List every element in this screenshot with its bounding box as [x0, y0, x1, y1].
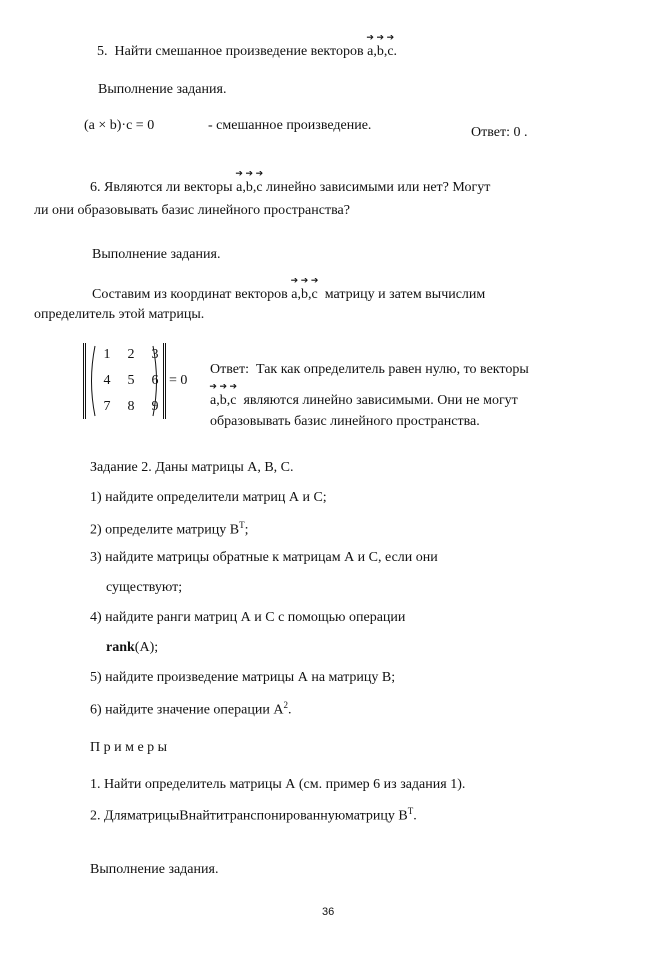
task5-answer: Ответ: 0 .	[471, 125, 528, 140]
examples-heading: П р и м е р ы	[90, 740, 168, 755]
page-number: 36	[322, 906, 335, 918]
compose-line1: Составим из координат векторов ➔ a, ➔ b, ➔ c матрицу и затем вычислим	[92, 275, 486, 302]
matrix-cell: 5	[127, 373, 135, 388]
vector-c: ➔ c	[255, 168, 264, 195]
vector-a: ➔ a	[235, 168, 243, 195]
task5-desc: - смешанное произведение.	[208, 118, 372, 133]
task6-line1: 6. Являются ли векторы ➔ a, ➔ b, ➔ c линейно зависимыми или нет? Могут	[90, 168, 491, 195]
task2-item-1: 1) найдите определители матриц А и С;	[90, 490, 327, 505]
task2-item-4-cont: rank(A);	[106, 640, 159, 655]
matrix-cell: 8	[127, 399, 135, 414]
task2-item-6: 6) найдите значение операции $А^2$.	[90, 700, 292, 718]
compose-line2: определитель этой матрицы.	[34, 307, 205, 322]
answer6-line1: Ответ: Так как определитель равен нулю, то векторы	[210, 362, 529, 377]
task5-number: 5.	[97, 44, 108, 59]
vector-a: ➔ a	[290, 275, 299, 302]
vector-b: ➔ b	[245, 168, 254, 195]
example-1: 1. Найти определитель матрицы А (см. пример 6 из задания 1).	[90, 777, 466, 792]
solution-label-2: Выполнение задания.	[92, 247, 221, 262]
matrix-cell: 4	[103, 373, 111, 388]
matrix-cell: 7	[103, 399, 111, 414]
determinant-equals: = 0	[169, 373, 188, 388]
matrix-cell: 6	[151, 373, 159, 388]
vector-a: ➔ a	[209, 381, 217, 408]
task6-line2: ли они образовывать базис линейного пространства?	[34, 203, 350, 218]
vector-b: ➔ b	[376, 32, 385, 59]
matrix-cell: 1	[103, 347, 111, 362]
vector-c: ➔ c	[310, 275, 319, 302]
vector-c: ➔ c	[386, 32, 395, 59]
vector-a: ➔ a	[366, 32, 374, 59]
matrix-cells	[95, 347, 167, 425]
task5-formula: (a × b)·c = 0	[84, 118, 155, 133]
task5-text: Найти смешанное произведение векторов	[114, 44, 364, 59]
task2-item-4: 4) найдите ранги матриц А и С с помощью операции	[90, 610, 406, 625]
vector-c: ➔ c	[229, 381, 238, 408]
task2-item-3-cont: существуют;	[106, 580, 183, 595]
matrix-cell: 3	[151, 347, 159, 362]
vector-b: ➔ b	[219, 381, 227, 408]
task2-item-2: 2) определите матрицу $В^T$;	[90, 520, 249, 538]
answer6-line3: образовывать базис линейного пространства.	[210, 414, 480, 429]
task2-item-5: 5) найдите произведение матрицы А на матрицу В;	[90, 670, 396, 685]
solution-label-1: Выполнение задания.	[98, 82, 227, 97]
vector-b: ➔ b	[300, 275, 309, 302]
task5-line: 5. Найти смешанное произведение векторов ➔ a, ➔ b, ➔ c.	[97, 32, 398, 59]
matrix-cell: 2	[127, 347, 135, 362]
example-2: 2. ДляматрицыВнайтитранспонированнуюматрицу $В^T$.	[90, 806, 417, 824]
task2-item-3: 3) найдите матрицы обратные к матрицам А и С, если они	[90, 550, 438, 565]
task2-heading: Задание 2. Даны матрицы А, В, С.	[90, 460, 294, 475]
matrix-cell: 9	[151, 399, 159, 414]
solution-label-3: Выполнение задания.	[90, 862, 219, 877]
answer6-line2: ➔ a, ➔ b, ➔ c являются линейно зависимыми. Они не могут	[209, 381, 518, 408]
